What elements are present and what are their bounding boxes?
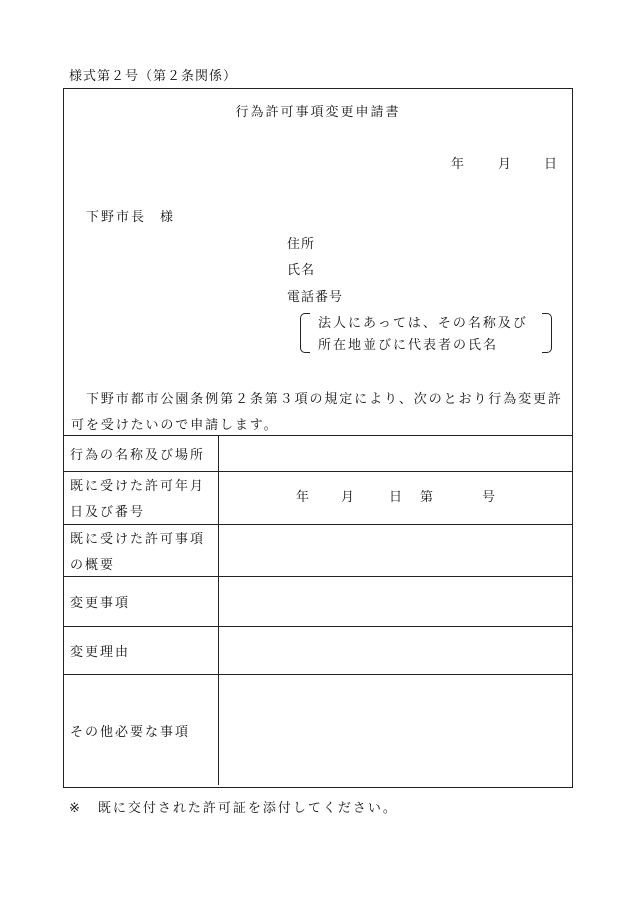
- application-table: [64, 435, 572, 785]
- change-items-field[interactable]: [219, 577, 572, 626]
- change-items-label: 変更事項: [64, 577, 219, 626]
- application-body-text: 下野市都市公園条例第２条第３項の規定により、次のとおり行為変更許可を受けたいので申請します。: [71, 392, 563, 433]
- permit-date-number-field[interactable]: [219, 472, 572, 524]
- addressee-honorific: 様: [160, 210, 176, 225]
- permit-month-label: 月: [341, 490, 355, 505]
- table-row-change-reason: [64, 626, 572, 674]
- other-matters-label: その他必要な事項: [64, 675, 219, 785]
- applicant-phone-label: 電話番号: [287, 290, 344, 305]
- table-row-activity-name: [64, 435, 572, 471]
- date-day-label: 日: [544, 157, 558, 172]
- form-code: 様式第２号（第２条関係）: [69, 69, 238, 84]
- footnote-text: 既に交付された許可証を添付してください。: [97, 801, 398, 816]
- addressee-name: 下野市長: [86, 210, 147, 225]
- permit-number-suffix: 号: [482, 490, 496, 505]
- table-row-permit-date-number: [64, 471, 572, 524]
- left-bracket: [300, 313, 310, 353]
- table-row-change-items: [64, 576, 572, 626]
- right-bracket: [542, 313, 552, 353]
- permit-date-number-label: [64, 472, 219, 524]
- date-year-label: 年: [451, 157, 465, 172]
- applicant-name-label: 氏名: [287, 263, 316, 278]
- table-row-permit-summary: [64, 524, 572, 576]
- activity-name-label: 行為の名称及び場所: [64, 436, 219, 471]
- permit-summary-field[interactable]: [219, 525, 572, 576]
- permit-day-label: 日: [389, 490, 403, 505]
- change-reason-label: 変更理由: [64, 627, 219, 674]
- permit-number-prefix: 第: [420, 490, 434, 505]
- document-title: 行為許可事項変更申請書: [235, 105, 401, 120]
- permit-summary-label-line1: 既に受けた許可事項: [70, 532, 206, 547]
- footnote: [69, 797, 398, 816]
- corporate-note-line2: 所在地並びに代表者の氏名: [318, 338, 499, 353]
- activity-name-field[interactable]: [219, 436, 572, 471]
- corporate-note-line1: 法人にあっては、その名称及び: [318, 316, 528, 331]
- permit-summary-label-line2: の概要: [70, 558, 116, 573]
- footnote-mark: ※: [69, 801, 82, 816]
- permit-date-number-label-line2: 日及び番号: [70, 505, 146, 520]
- date-month-label: 月: [498, 157, 512, 172]
- change-reason-field[interactable]: [219, 627, 572, 674]
- other-matters-field[interactable]: [219, 675, 572, 785]
- permit-summary-label: [64, 525, 219, 576]
- addressee: [86, 206, 175, 225]
- table-row-other-matters: [64, 674, 572, 785]
- permit-year-label: 年: [296, 490, 310, 505]
- corporate-note: [300, 311, 552, 355]
- application-form-frame: [63, 88, 573, 788]
- permit-date-number-label-line1: 既に受けた許可年月: [70, 479, 206, 494]
- applicant-address-label: 住所: [287, 237, 316, 252]
